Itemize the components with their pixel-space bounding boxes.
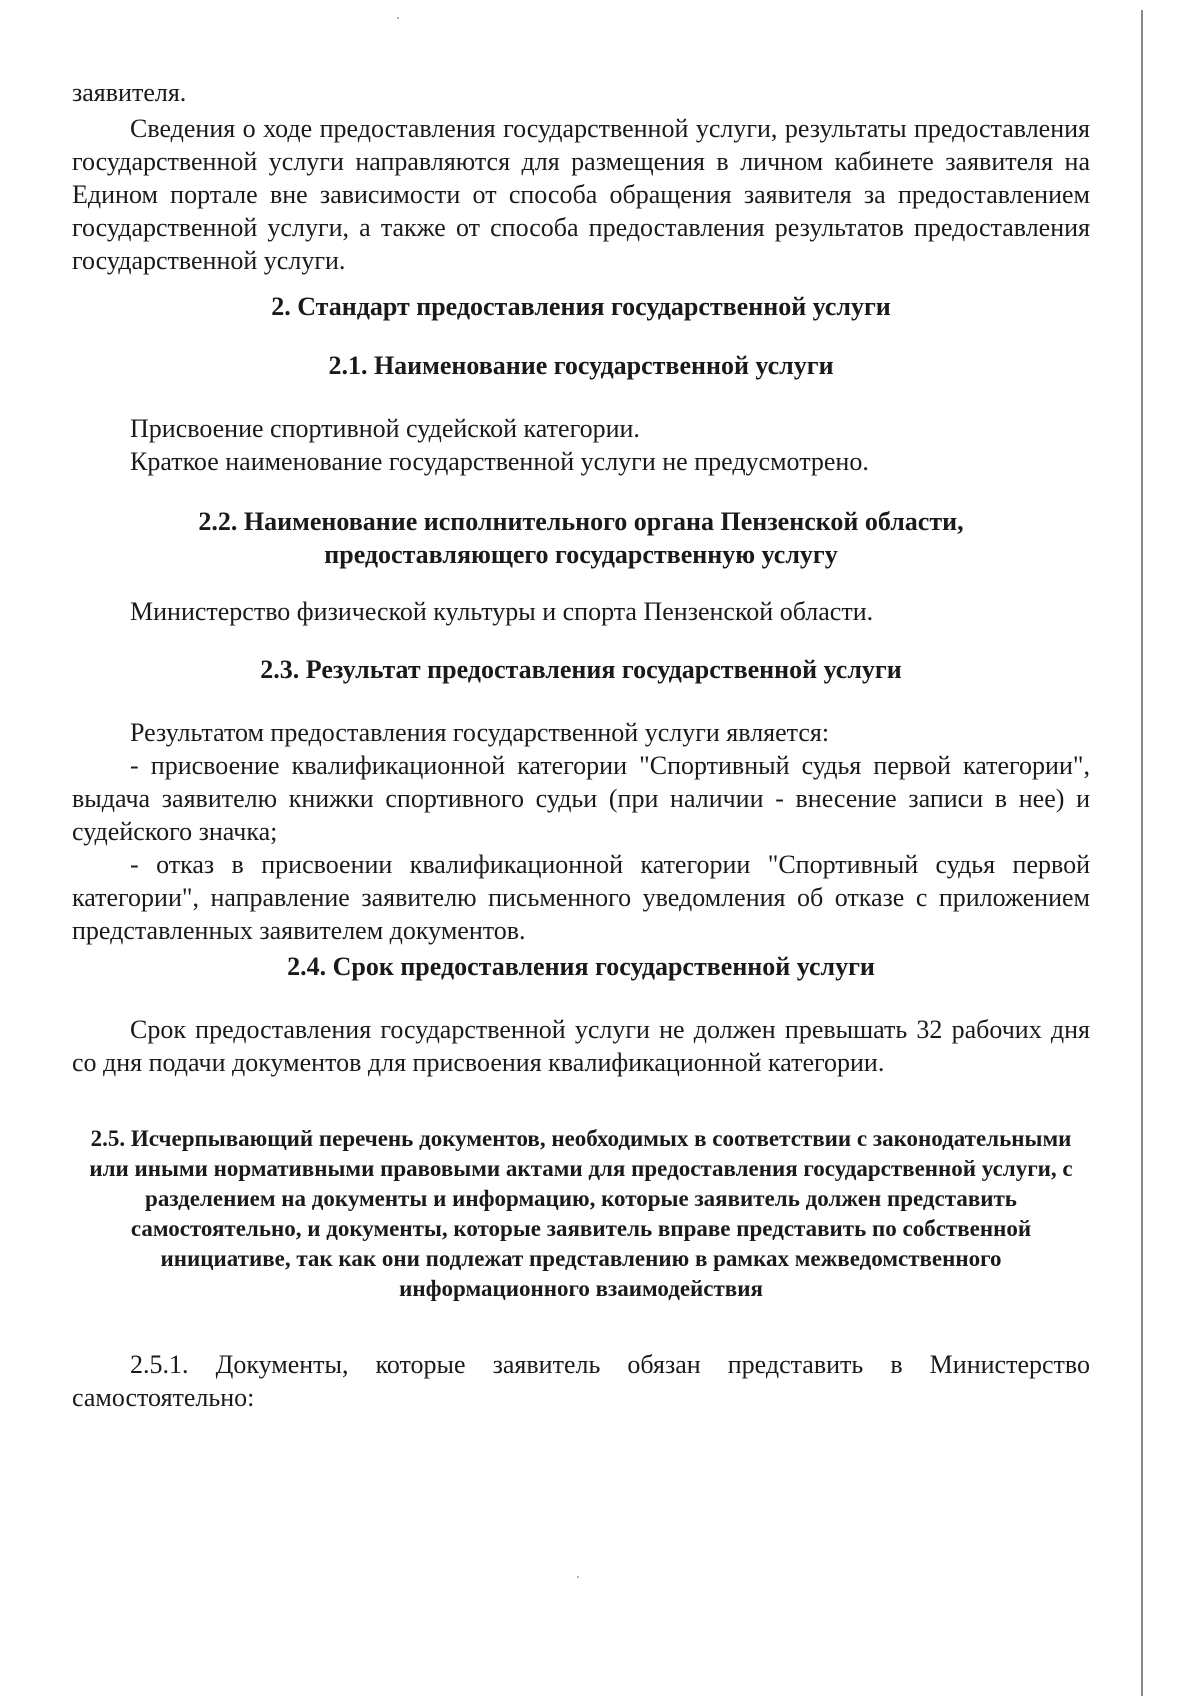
scan-edge-line — [1141, 10, 1143, 1696]
section-2-5-heading: 2.5. Исчерпывающий перечень документов, необходимых в соответствии с законодательными или иными нормативными правовыми актами для предоставления государственной услуги, с разделением на документы и информацию, которые заявитель должен представить самостоятельно, и документы, которые заявитель вправе представить по собственной инициативе, так как они подлежат представлению в рамках межведомственного информационного взаимодействия — [89, 1126, 1073, 1301]
section-2-4-text: Срок предоставления государственной услуги не должен превышать 32 рабочих дня со дня подачи документов для присвоения квалификационной категории. — [72, 1015, 1090, 1077]
section-2-1-heading: 2.1. Наименование государственной услуги — [328, 351, 834, 380]
section-2-4-heading: 2.4. Срок предоставления государственной услуги — [287, 952, 875, 981]
section-2-2-text: Министерство физической культуры и спорта Пензенской области. — [130, 597, 874, 626]
section-2-heading: 2. Стандарт предоставления государственной услуги — [271, 292, 891, 321]
section-2-3-heading: 2.3. Результат предоставления государственной услуги — [260, 655, 902, 684]
scan-speck — [577, 1576, 579, 1578]
scan-speck — [397, 17, 399, 19]
section-2-5-1-text: 2.5.1. Документы, которые заявитель обязан представить в Министерство самостоятельно: — [72, 1350, 1090, 1412]
intro-paragraph: Сведения о ходе предоставления государственной услуги, результаты предоставления государственной услуги направляются для размещения в личном кабинете заявителя на Едином портале вне зависимости от способа обращения заявителя за предоставлением государственной услуги, а также от способа предоставления результатов предоставления государственной услуги. — [72, 114, 1090, 275]
section-2-2-heading: 2.2. Наименование исполнительного органа Пензенской области, предоставляющего государственную услугу — [198, 507, 964, 569]
section-2-3-body: Результатом предоставления государственной услуги является: - присвоение квалификационной категории "Спортивный судья первой категории", выдача заявителю книжки спортивного судьи (при наличии - внесение записи в нее) и судейского значка; - отказ в присвоении квалификационной категории "Спортивный судья первой категории", направление заявителю письменного уведомления об отказе с приложением представленных заявителем документов. — [72, 718, 1090, 945]
section-2-1-text: Присвоение спортивной судейской категории. Краткое наименование государственной услуги не предусмотрено. — [130, 414, 869, 476]
intro-tail: заявителя. — [72, 78, 187, 107]
